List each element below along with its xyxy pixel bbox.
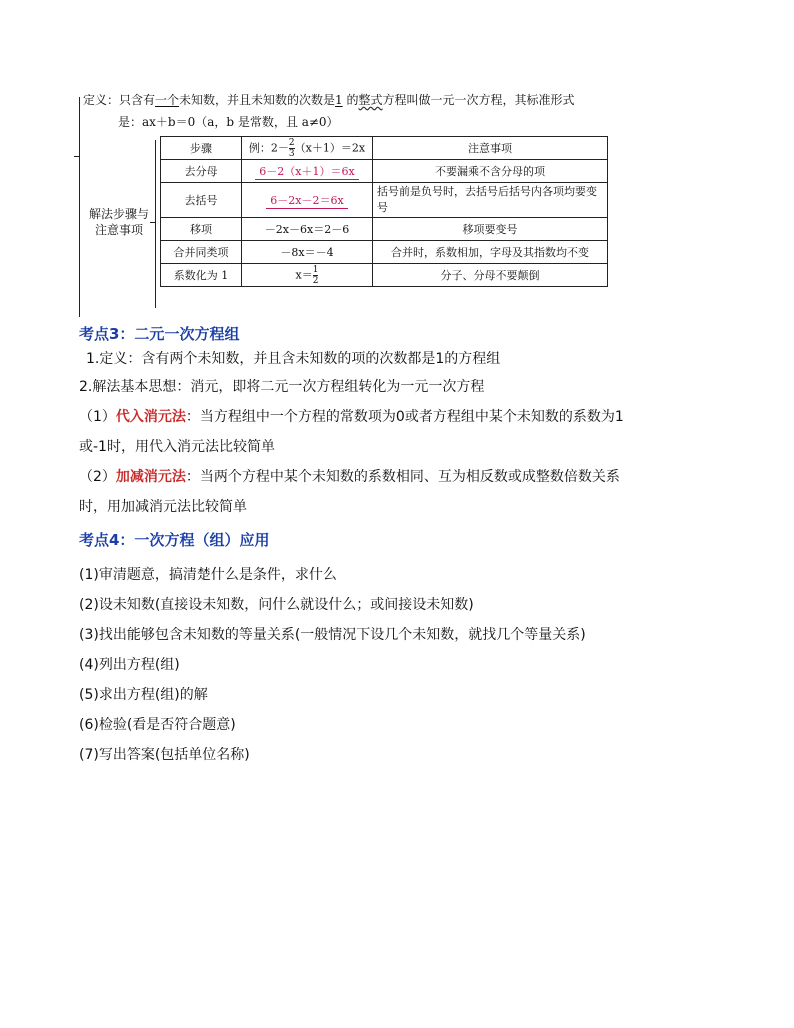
list-item: (6)检验(看是否符合题意) xyxy=(79,717,236,733)
list-item: (3)找出能够包含未知数的等量关系(一般情况下设几个未知数，就找几个等量关系) xyxy=(79,627,586,643)
list-item: (5)求出方程(组)的解 xyxy=(79,687,208,703)
header-frac-den: 3 xyxy=(288,148,295,159)
header-example-tail: （x＋1）＝2x xyxy=(294,141,366,154)
header-example-prefix: 例：2－ xyxy=(248,141,289,154)
header-example xyxy=(242,137,373,160)
table-row xyxy=(161,264,608,287)
inner-brace xyxy=(155,140,156,308)
steps-table xyxy=(160,136,608,287)
section4-title: 考点4：一次方程（组）应用 xyxy=(79,531,270,549)
header-frac-num: 2 xyxy=(288,137,295,148)
section3-sub2 xyxy=(79,466,620,486)
row-note: 分子、分母不要颠倒 xyxy=(373,264,608,287)
side-label-line2: 注意事项 xyxy=(94,223,143,237)
header-step: 步骤 xyxy=(161,137,242,160)
section3-title: 考点3：二元一次方程组 xyxy=(79,325,240,343)
row-step: 移项 xyxy=(161,218,242,241)
definition-degree: 1 xyxy=(335,93,343,107)
row-example: －2x－6x＝2－6 xyxy=(242,218,373,241)
row-note: 移项要变号 xyxy=(373,218,608,241)
row-note: 括号前是负号时，去括号后括号内各项均要变号 xyxy=(373,183,608,218)
last-frac-den: 2 xyxy=(312,275,319,286)
row-example-value: 6－2x－2＝6x xyxy=(266,192,347,209)
row-example xyxy=(242,264,373,287)
definition-mid1: 未知数，并且未知数的次数是 xyxy=(179,93,336,107)
header-note: 注意事项 xyxy=(373,137,608,160)
row-example: －8x＝－4 xyxy=(242,241,373,264)
last-fraction xyxy=(313,265,319,286)
definition-integral: 整式 xyxy=(358,93,383,107)
section3-p1: 1.定义：含有两个未知数，并且含未知数的项的次数都是1的方程组 xyxy=(86,351,501,367)
row-example xyxy=(242,183,373,218)
row-step: 去分母 xyxy=(161,160,242,183)
row-step: 系数化为 1 xyxy=(161,264,242,287)
sub2-text: ：当两个方程中某个未知数的系数相同、互为相反数或成整数倍数关系 xyxy=(185,469,620,485)
section3-p2: 2.解法基本思想：消元，即将二元一次方程组转化为一元一次方程 xyxy=(79,379,485,395)
list-item: (2)设未知数(直接设未知数，问什么就设什么；或间接设未知数) xyxy=(79,597,474,613)
table-row xyxy=(161,183,608,218)
section3-sub1 xyxy=(79,406,624,426)
row-example-value: 6－2（x＋1）＝6x xyxy=(255,163,358,180)
definition-line1 xyxy=(83,91,575,108)
row-example xyxy=(242,160,373,183)
row-note: 不要漏乘不含分母的项 xyxy=(373,160,608,183)
sub2-keyword: 加减消元法 xyxy=(115,469,186,485)
table-row xyxy=(161,218,608,241)
last-frac-num: 1 xyxy=(312,264,319,275)
section3-sub2-cont: 时，用加减消元法比较简单 xyxy=(79,499,247,515)
row-note: 合并时，系数相加，字母及其指数均不变 xyxy=(373,241,608,264)
definition-one: 一个 xyxy=(155,93,180,107)
definition-mid3: 方程叫做一元一次方程，其标准形式 xyxy=(382,93,575,107)
row-step: 合并同类项 xyxy=(161,241,242,264)
list-item: (7)写出答案(包括单位名称) xyxy=(79,747,250,763)
sub1-number: （1） xyxy=(79,409,116,425)
definition-line2: 是：ax＋b＝0（a，b 是常数，且 a≠0） xyxy=(118,115,339,129)
outer-brace xyxy=(79,97,80,317)
list-item: (4)列出方程(组) xyxy=(79,657,180,673)
row-example-value: x＝ xyxy=(295,268,313,281)
section3-sub1-cont: 或-1时，用代入消元法比较简单 xyxy=(79,439,275,455)
table-header-row xyxy=(161,137,608,160)
list-item: (1)审清题意，搞清楚什么是条件，求什么 xyxy=(79,567,337,583)
sub1-keyword: 代入消元法 xyxy=(115,409,186,425)
table-row xyxy=(161,160,608,183)
table-row xyxy=(161,241,608,264)
side-label-line1: 解法步骤与 xyxy=(88,207,149,221)
definition-prefix: 定义：只含有 xyxy=(83,93,156,107)
sub1-text: ：当方程组中一个方程的常数项为0或者方程组中某个未知数的系数为1 xyxy=(185,409,624,425)
sub2-number: （2） xyxy=(79,469,116,485)
side-label xyxy=(84,206,154,238)
outer-brace-tip xyxy=(74,156,79,157)
row-step: 去括号 xyxy=(161,183,242,218)
definition-mid2: 的 xyxy=(342,93,359,107)
